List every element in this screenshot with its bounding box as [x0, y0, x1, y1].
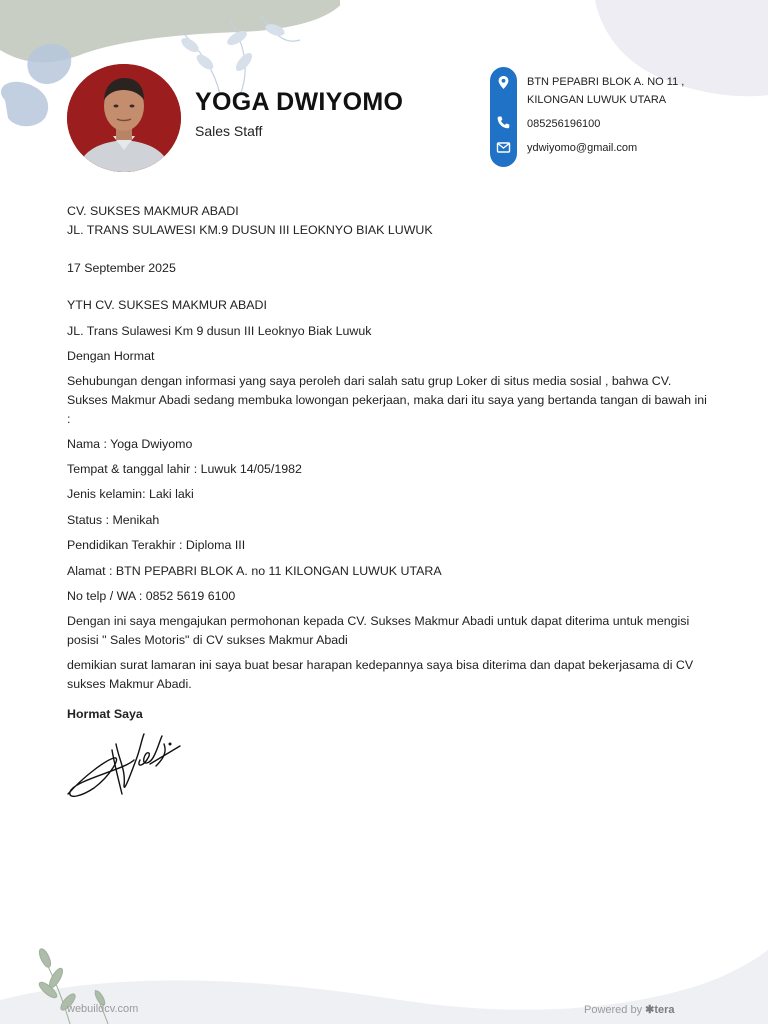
profile-photo: [67, 64, 181, 172]
contact-address-line1: BTN PEPABRI BLOK A. NO 11 ,: [527, 76, 685, 88]
intro-paragraph: Sehubungan dengan informasi yang saya peroleh dari salah satu grup Loker di situs media sosial , bahwa CV. Sukses Makmur Abadi sedang membuka lowongan pekerjaan, maka dari itu saya yang bertanda tangan di bawah ini :: [67, 374, 707, 426]
applicant-name: YOGA DWIYOMO: [195, 88, 404, 116]
detail-education: Pendidikan Terakhir : Diploma III: [67, 538, 246, 552]
letter-date: 17 September 2025: [67, 261, 176, 275]
company-name: CV. SUKSES MAKMUR ABADI: [67, 204, 239, 218]
contact-email: ydwiyomo@gmail.com: [527, 142, 638, 154]
contact-icon-bar: [490, 67, 517, 167]
contact-address-line2: KILONGAN LUWUK UTARA: [527, 94, 667, 106]
footer-website: webuildcv.com: [67, 1003, 139, 1015]
recipient: YTH CV. SUKSES MAKMUR ABADI: [67, 298, 267, 312]
detail-name: Nama : Yoga Dwiyomo: [67, 437, 193, 451]
application-paragraph: Dengan ini saya mengajukan permohonan kepada CV. Sukses Makmur Abadi untuk dapat diterima untuk mengisi posisi " Sales Motoris" di CV sukses Makmur Abadi: [67, 614, 690, 647]
footer-powered-label: Powered by: [584, 1004, 643, 1016]
signoff: Hormat Saya: [67, 707, 143, 721]
detail-address: Alamat : BTN PEPABRI BLOK A. no 11 KILONGAN LUWUK UTARA: [67, 564, 442, 578]
location-pin-icon: [496, 75, 511, 90]
company-address: JL. TRANS SULAWESI KM.9 DUSUN III LEOKNYO BIAK LUWUK: [67, 223, 433, 237]
applicant-role: Sales Staff: [195, 123, 263, 139]
detail-status: Status : Menikah: [67, 513, 160, 527]
contact-address: [527, 73, 684, 109]
closing-paragraph: demikian surat lamaran ini saya buat besar harapan kedepannya saya bisa diterima dan dapat bekerjasama di CV sukses Makmur Abadi.: [67, 658, 694, 691]
signature-image: [64, 730, 186, 802]
footer-powered-by: [584, 1003, 675, 1016]
detail-gender: Jenis kelamin: Laki laki: [67, 487, 194, 501]
envelope-icon: [496, 140, 511, 155]
greeting: Dengan Hormat: [67, 349, 155, 363]
detail-birth: Tempat & tanggal lahir : Luwuk 14/05/1982: [67, 462, 302, 476]
phone-icon: [496, 115, 511, 130]
tera-brand: tera: [654, 1004, 675, 1016]
recipient-address: JL. Trans Sulawesi Km 9 dusun III Leoknyo Biak Luwuk: [67, 324, 372, 338]
tera-logo-icon: ✱: [645, 1004, 655, 1016]
detail-phone: No telp / WA : 0852 5619 6100: [67, 589, 236, 603]
contact-phone: 085256196100: [527, 118, 601, 130]
